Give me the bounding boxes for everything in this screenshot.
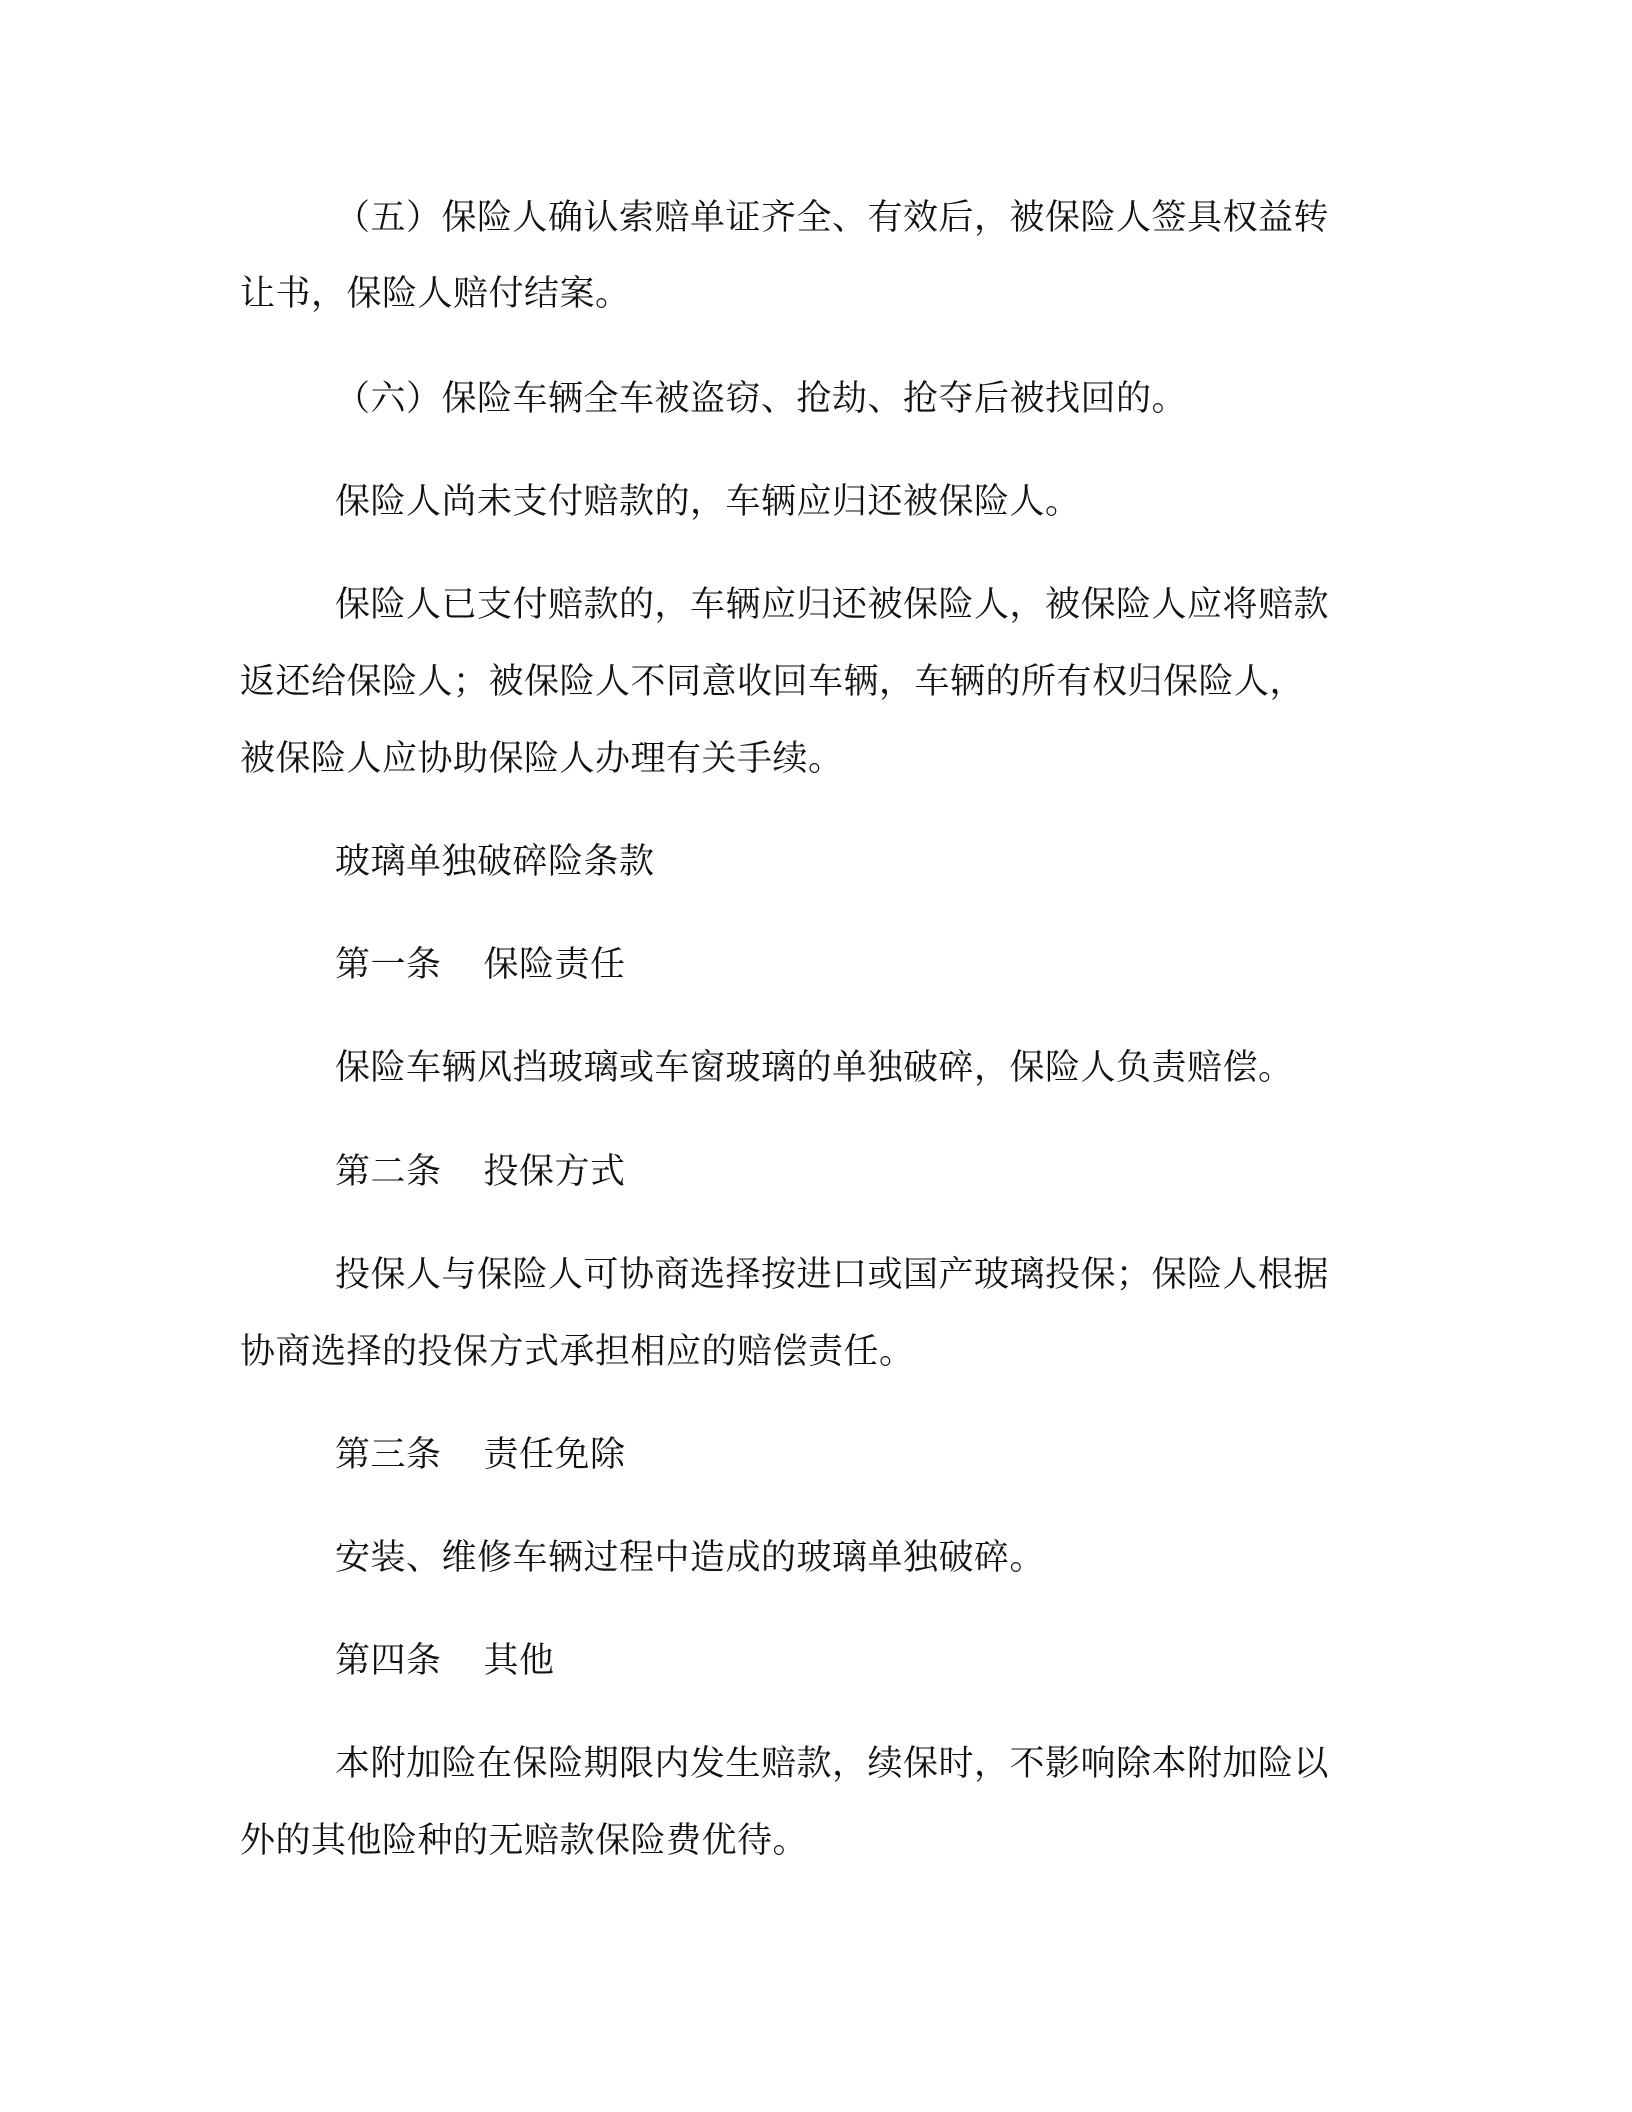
para-5-line-1: （五）保险人确认索赔单证齐全、有效后，被保险人签具权益转 xyxy=(335,198,1330,238)
article-2-title: 投保方式 xyxy=(483,1152,626,1192)
article-2-body-line-2: 协商选择的投保方式承担相应的赔偿责任。 xyxy=(240,1332,915,1372)
article-2-body-line-1: 投保人与保险人可协商选择按进口或国产玻璃投保；保险人根据 xyxy=(335,1255,1330,1295)
article-1-heading xyxy=(335,941,626,989)
section-title: 玻璃单独破碎险条款 xyxy=(335,842,655,882)
article-2-heading xyxy=(335,1148,626,1196)
article-3-title: 责任免除 xyxy=(483,1435,626,1475)
article-4-number: 第四条 xyxy=(335,1641,442,1681)
article-2-number: 第二条 xyxy=(335,1152,442,1192)
article-4-title: 其他 xyxy=(483,1641,555,1681)
para-unpaid: 保险人尚未支付赔款的，车辆应归还被保险人。 xyxy=(335,482,1081,522)
para-paid-line-1: 保险人已支付赔款的，车辆应归还被保险人，被保险人应将赔款 xyxy=(335,585,1330,625)
article-1-title: 保险责任 xyxy=(483,945,626,985)
article-1-body: 保险车辆风挡玻璃或车窗玻璃的单独破碎，保险人负责赔偿。 xyxy=(335,1048,1294,1088)
para-paid-line-3: 被保险人应协助保险人办理有关手续。 xyxy=(240,739,844,779)
article-4-body-line-1: 本附加险在保险期限内发生赔款，续保时，不影响除本附加险以 xyxy=(335,1744,1330,1784)
article-4-body-line-2: 外的其他险种的无赔款保险费优待。 xyxy=(240,1821,809,1861)
article-3-body: 安装、维修车辆过程中造成的玻璃单独破碎。 xyxy=(335,1538,1046,1578)
article-3-number: 第三条 xyxy=(335,1435,442,1475)
para-paid-line-2: 返还给保险人；被保险人不同意收回车辆，车辆的所有权归保险人， xyxy=(240,662,1306,702)
article-1-number: 第一条 xyxy=(335,945,442,985)
article-3-heading xyxy=(335,1431,626,1479)
para-6-line-1: （六）保险车辆全车被盗窃、抢劫、抢夺后被找回的。 xyxy=(335,379,1188,419)
para-5-line-2: 让书，保险人赔付结案。 xyxy=(240,274,631,314)
article-4-heading xyxy=(335,1637,555,1685)
